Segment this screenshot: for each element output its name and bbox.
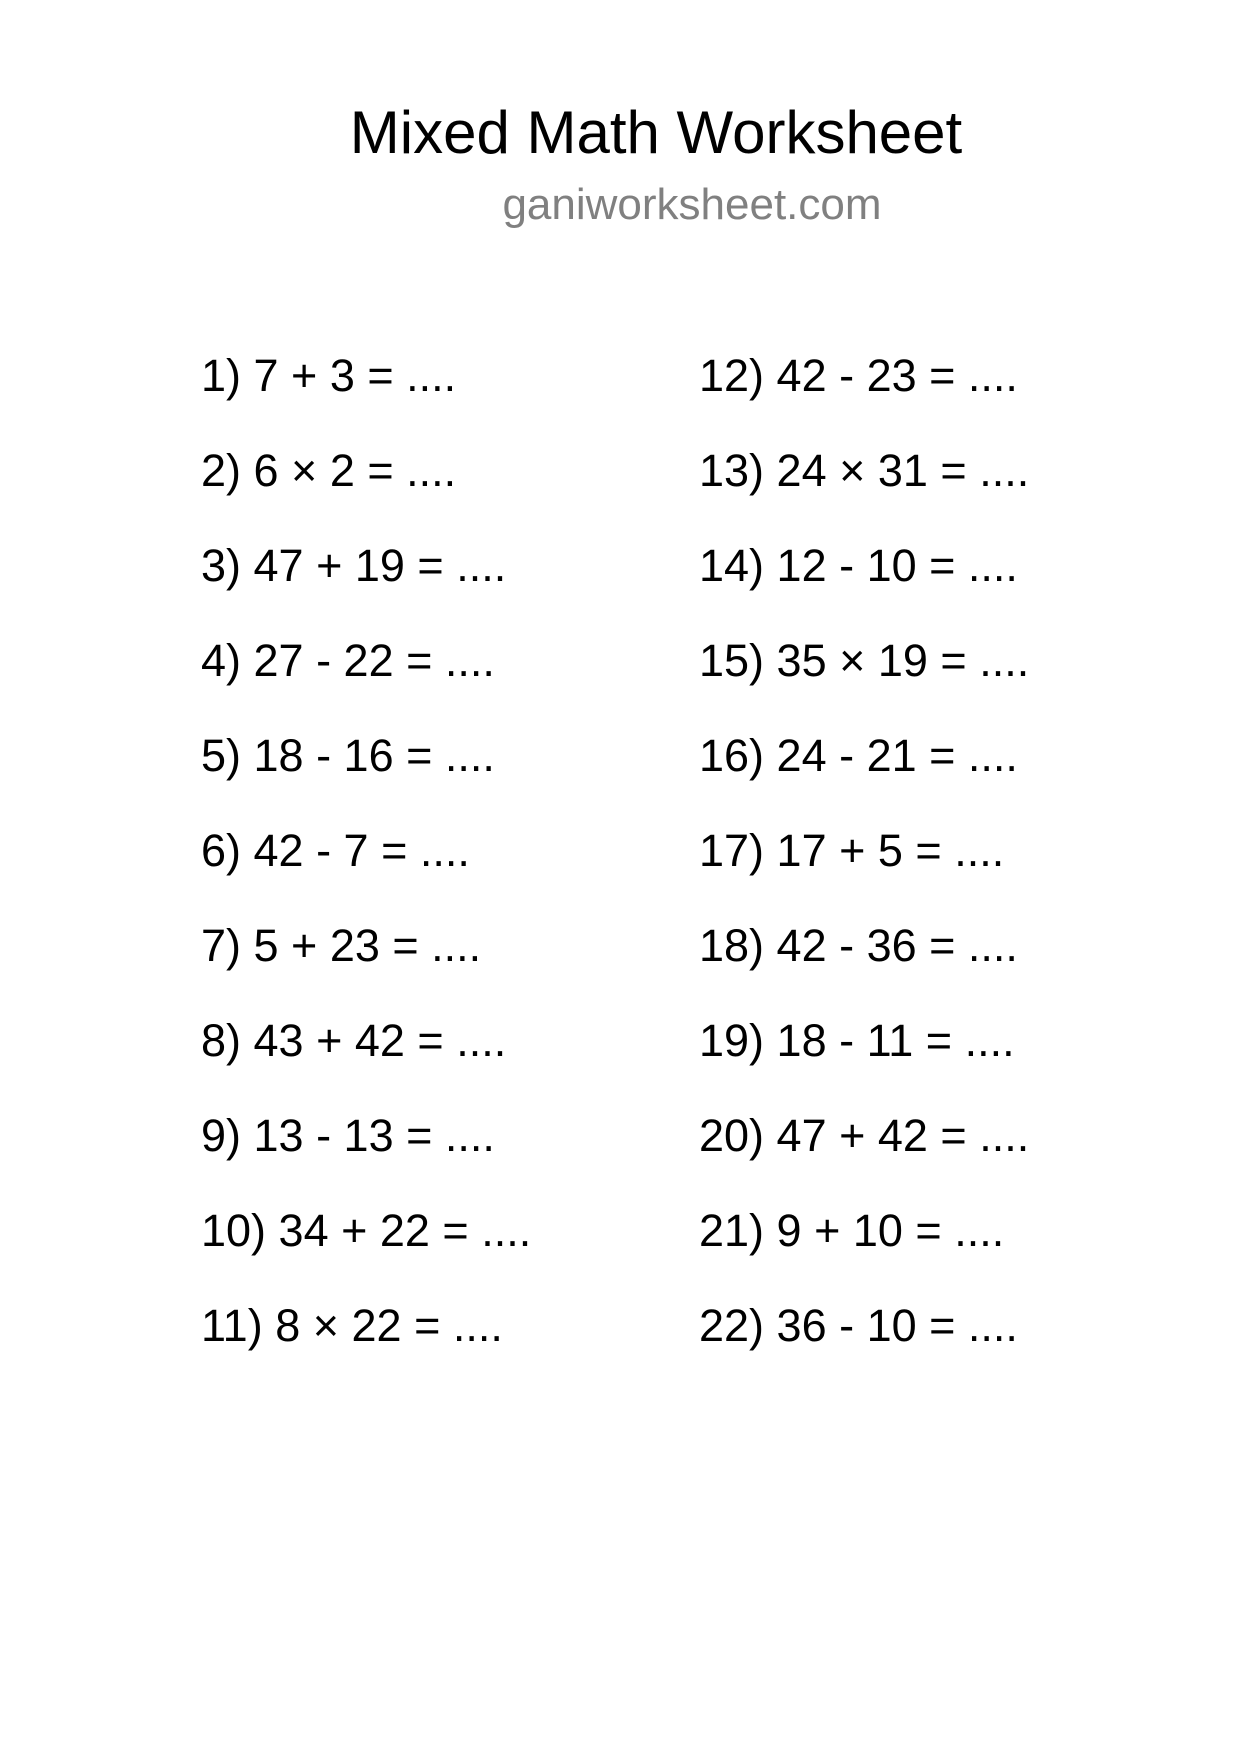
- math-problem: 21) 9 + 10 = ....: [699, 1205, 1005, 1256]
- problems-column-left: [201, 350, 531, 1395]
- website-credit: ganiworksheet.com: [502, 180, 882, 229]
- math-problem: 18) 42 - 36 = ....: [699, 920, 1018, 971]
- worksheet-title: Mixed Math Worksheet: [349, 99, 963, 166]
- math-problem: 12) 42 - 23 = ....: [699, 350, 1018, 401]
- math-problem: 5) 18 - 16 = ....: [201, 730, 495, 781]
- math-problem: 11) 8 × 22 = ....: [201, 1300, 503, 1351]
- math-problem: 6) 42 - 7 = ....: [201, 825, 470, 876]
- math-problem: 2) 6 × 2 = ....: [201, 445, 457, 496]
- math-problem: 16) 24 - 21 = ....: [699, 730, 1018, 781]
- math-problem: 20) 47 + 42 = ....: [699, 1110, 1030, 1161]
- math-problem: 1) 7 + 3 = ....: [201, 350, 457, 401]
- math-problem: 10) 34 + 22 = ....: [201, 1205, 532, 1256]
- math-problem: 22) 36 - 10 = ....: [699, 1300, 1018, 1351]
- math-problem: 9) 13 - 13 = ....: [201, 1110, 495, 1161]
- math-problem: 15) 35 × 19 = ....: [699, 635, 1030, 686]
- math-problem: 13) 24 × 31 = ....: [699, 445, 1030, 496]
- math-problem: 17) 17 + 5 = ....: [699, 825, 1005, 876]
- math-problem: 7) 5 + 23 = ....: [201, 920, 482, 971]
- problems-column-right: [699, 350, 1029, 1395]
- math-problem: 8) 43 + 42 = ....: [201, 1015, 507, 1066]
- math-problem: 19) 18 - 11 = ....: [699, 1015, 1015, 1066]
- math-problem: 14) 12 - 10 = ....: [699, 540, 1018, 591]
- math-problem: 4) 27 - 22 = ....: [201, 635, 495, 686]
- math-problem: 3) 47 + 19 = ....: [201, 540, 507, 591]
